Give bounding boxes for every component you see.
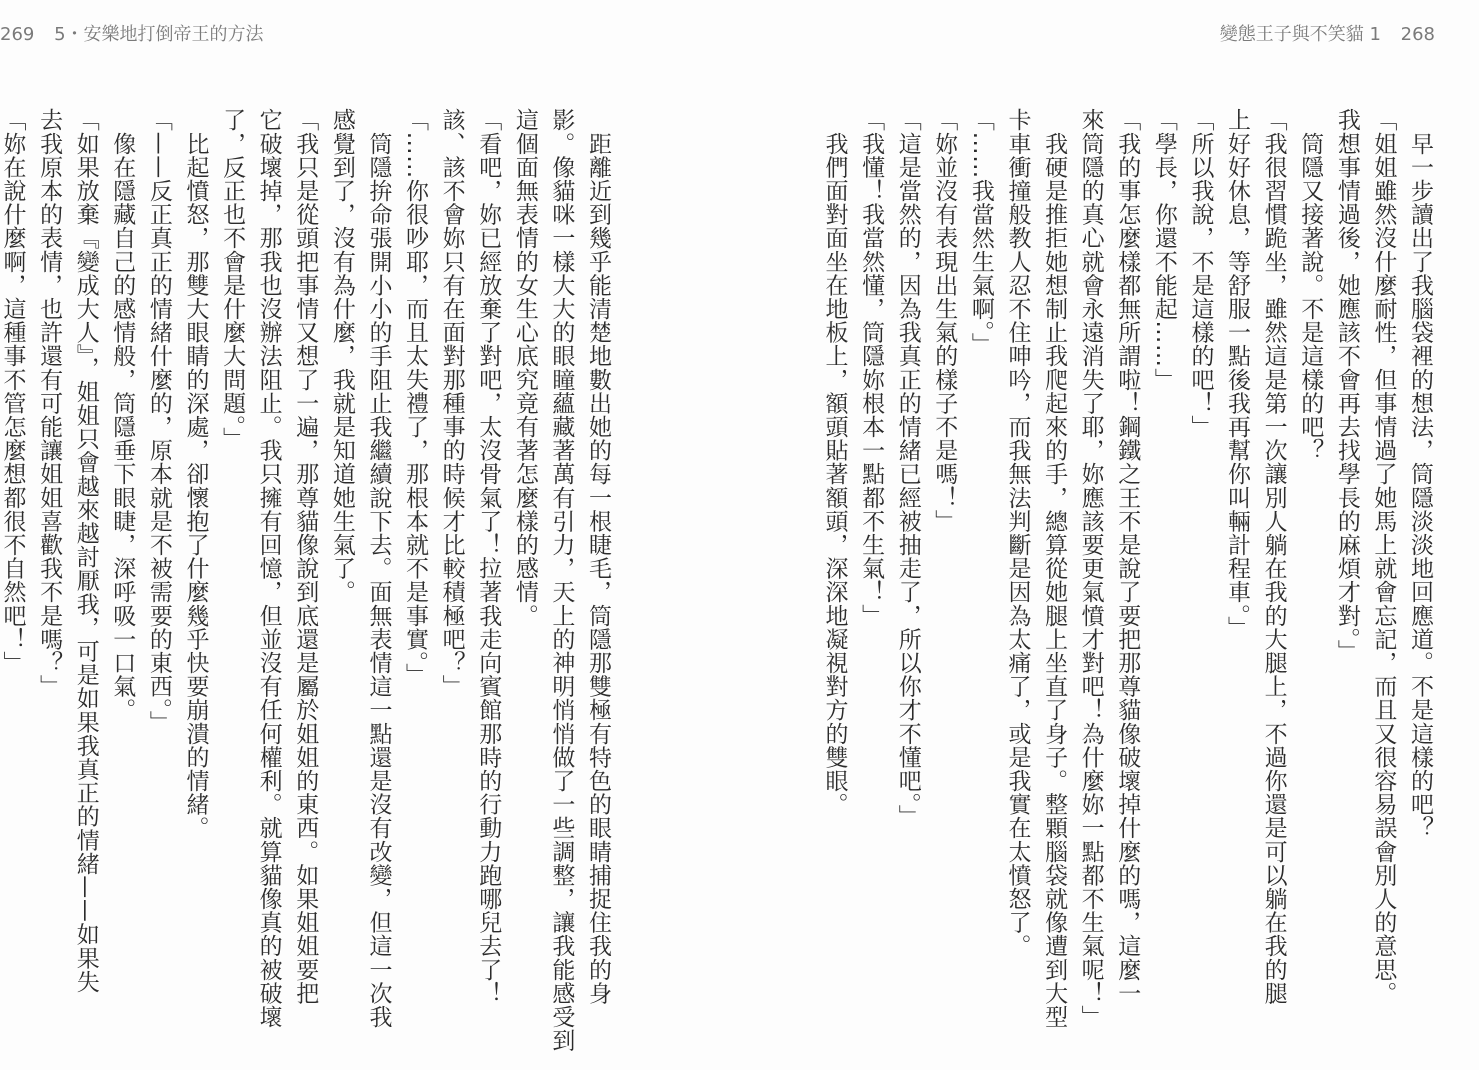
- text-column: 比起憤怒，那雙大眼睛的深處，卻懷抱了什麼幾乎快要崩潰的情緒。: [182, 108, 209, 840]
- text-column: 「我的事怎麼樣都無所謂啦！鋼鐵之王不是說了要把那尊貓像破壞掉什麼的嗎，這麼一: [1114, 108, 1141, 1005]
- text-column: 它破壞掉，那我也沒辦法阻止。我只擁有回憶，但並沒有任何權利。就算貓像真的被破壞: [255, 108, 282, 1029]
- text-column: 上好好休息，等舒服一點後我再幫你叫輛計程車。」: [1224, 108, 1251, 640]
- text-column: 「所以我說，不是這樣的吧！」: [1187, 108, 1214, 439]
- text-column: 來筒隱的真心就會永遠消失了耶，妳應該要更氣憤才對吧！為什麼妳一點都不生氣呢！」: [1077, 108, 1104, 1029]
- left-page-header: [0, 20, 278, 46]
- text-column: 筒隱又接著說。不是這樣的吧？: [1297, 108, 1324, 462]
- right-page-header: [1206, 20, 1435, 46]
- text-column: 「這是當然的，因為我真正的情緒已經被抽走了，所以你才不懂吧。」: [894, 108, 921, 829]
- left-page-body: [0, 108, 616, 1070]
- text-column: 「學長，你還不能起……」: [1150, 108, 1177, 392]
- right-page-number: 268: [1400, 24, 1435, 45]
- text-column: 我硬是推拒她想制止我爬起來的手，總算從她腿上坐直了身子。整顆腦袋就像遭到大型: [1041, 108, 1068, 1029]
- text-column: 「——反正真正的情緒什麼的，原本就是不被需要的東西。」: [145, 108, 172, 734]
- text-column: 「如果放棄『變成大人』，姐姐只會越來越討厭我，可是如果我真正的情緒——如果失: [72, 108, 99, 994]
- text-column: 「我很習慣跪坐，雖然這是第一次讓別人躺在我的大腿上，不過你還是可以躺在我的腿: [1260, 108, 1287, 1005]
- text-column: 筒隱拚命張開小小的手阻止我繼續說下去。面無表情這一點還是沒有改變，但這一次我: [365, 108, 392, 1029]
- text-column: 「我只是從頭把事情又想了一遍，那尊貓像說到底還是屬於姐姐的東西。如果姐姐要把: [292, 108, 319, 1005]
- text-column: 「……我當然生氣啊。」: [967, 108, 994, 357]
- text-column: 「我懂！我當然懂，筒隱妳根本一點都不生氣！」: [858, 108, 885, 628]
- text-column: 影。像貓咪一樣大大的眼瞳蘊藏著萬有引力，天上的神明悄悄做了一些調整，讓我能感受到: [548, 108, 575, 1052]
- text-column: 早一步讀出了我腦袋裡的想法，筒隱淡淡地回應道。不是這樣的吧？: [1407, 108, 1433, 840]
- text-column: 距離近到幾乎能清楚地數出她的每一根睫毛，筒隱那雙極有特色的眼睛捕捉住我的身: [585, 108, 611, 1005]
- text-column: 去我原本的表情，也許還有可能讓姐姐喜歡我不是嗎？」: [36, 108, 63, 698]
- right-page-body: [816, 108, 1438, 1070]
- text-column: 了，反正也不會是什麼大問題。」: [219, 108, 246, 451]
- book-title: 變態王子與不笑貓 1: [1219, 24, 1381, 45]
- text-column: 我們面對面坐在地板上，額頭貼著額頭，深深地凝視對方的雙眼。: [821, 108, 848, 816]
- text-column: 「看吧，妳已經放棄了對吧，太沒骨氣了！拉著我走向賓館那時的行動力跑哪兒去了！: [475, 108, 502, 1005]
- chapter-title: 5・安樂地打倒帝王的方法: [54, 24, 264, 45]
- text-column: 「姐姐雖然沒什麼耐性，但事情過了她馬上就會忘記，而且又很容易誤會別人的意思。: [1370, 108, 1397, 1005]
- text-column: 「妳在說什麼啊，這種事不管怎麼想都很不自然吧！」: [0, 108, 26, 675]
- text-column: 我想事情過後，她應該不會再去找學長的麻煩才對。」: [1333, 108, 1360, 663]
- text-column: 「妳並沒有表現出生氣的樣子不是嗎！」: [931, 108, 958, 533]
- text-column: 「……你很吵耶，而且太失禮了，那根本就不是事實。」: [402, 108, 429, 687]
- text-column: 該、該不會妳只有在面對那種事的時候才比較積極吧？」: [438, 108, 465, 698]
- text-column: 這個面無表情的女生心底究竟有著怎麼樣的感情。: [511, 108, 538, 628]
- left-page-number: 269: [0, 24, 35, 45]
- text-column: 感覺到了，沒有為什麼，我就是知道她生氣了。: [328, 108, 355, 604]
- text-column: 像在隱藏自己的感情般，筒隱垂下眼睫，深呼吸一口氣。: [109, 108, 136, 722]
- text-column: 卡車衝撞般教人忍不住呻吟，而我無法判斷是因為太痛了，或是我實在太憤怒了。: [1004, 108, 1031, 958]
